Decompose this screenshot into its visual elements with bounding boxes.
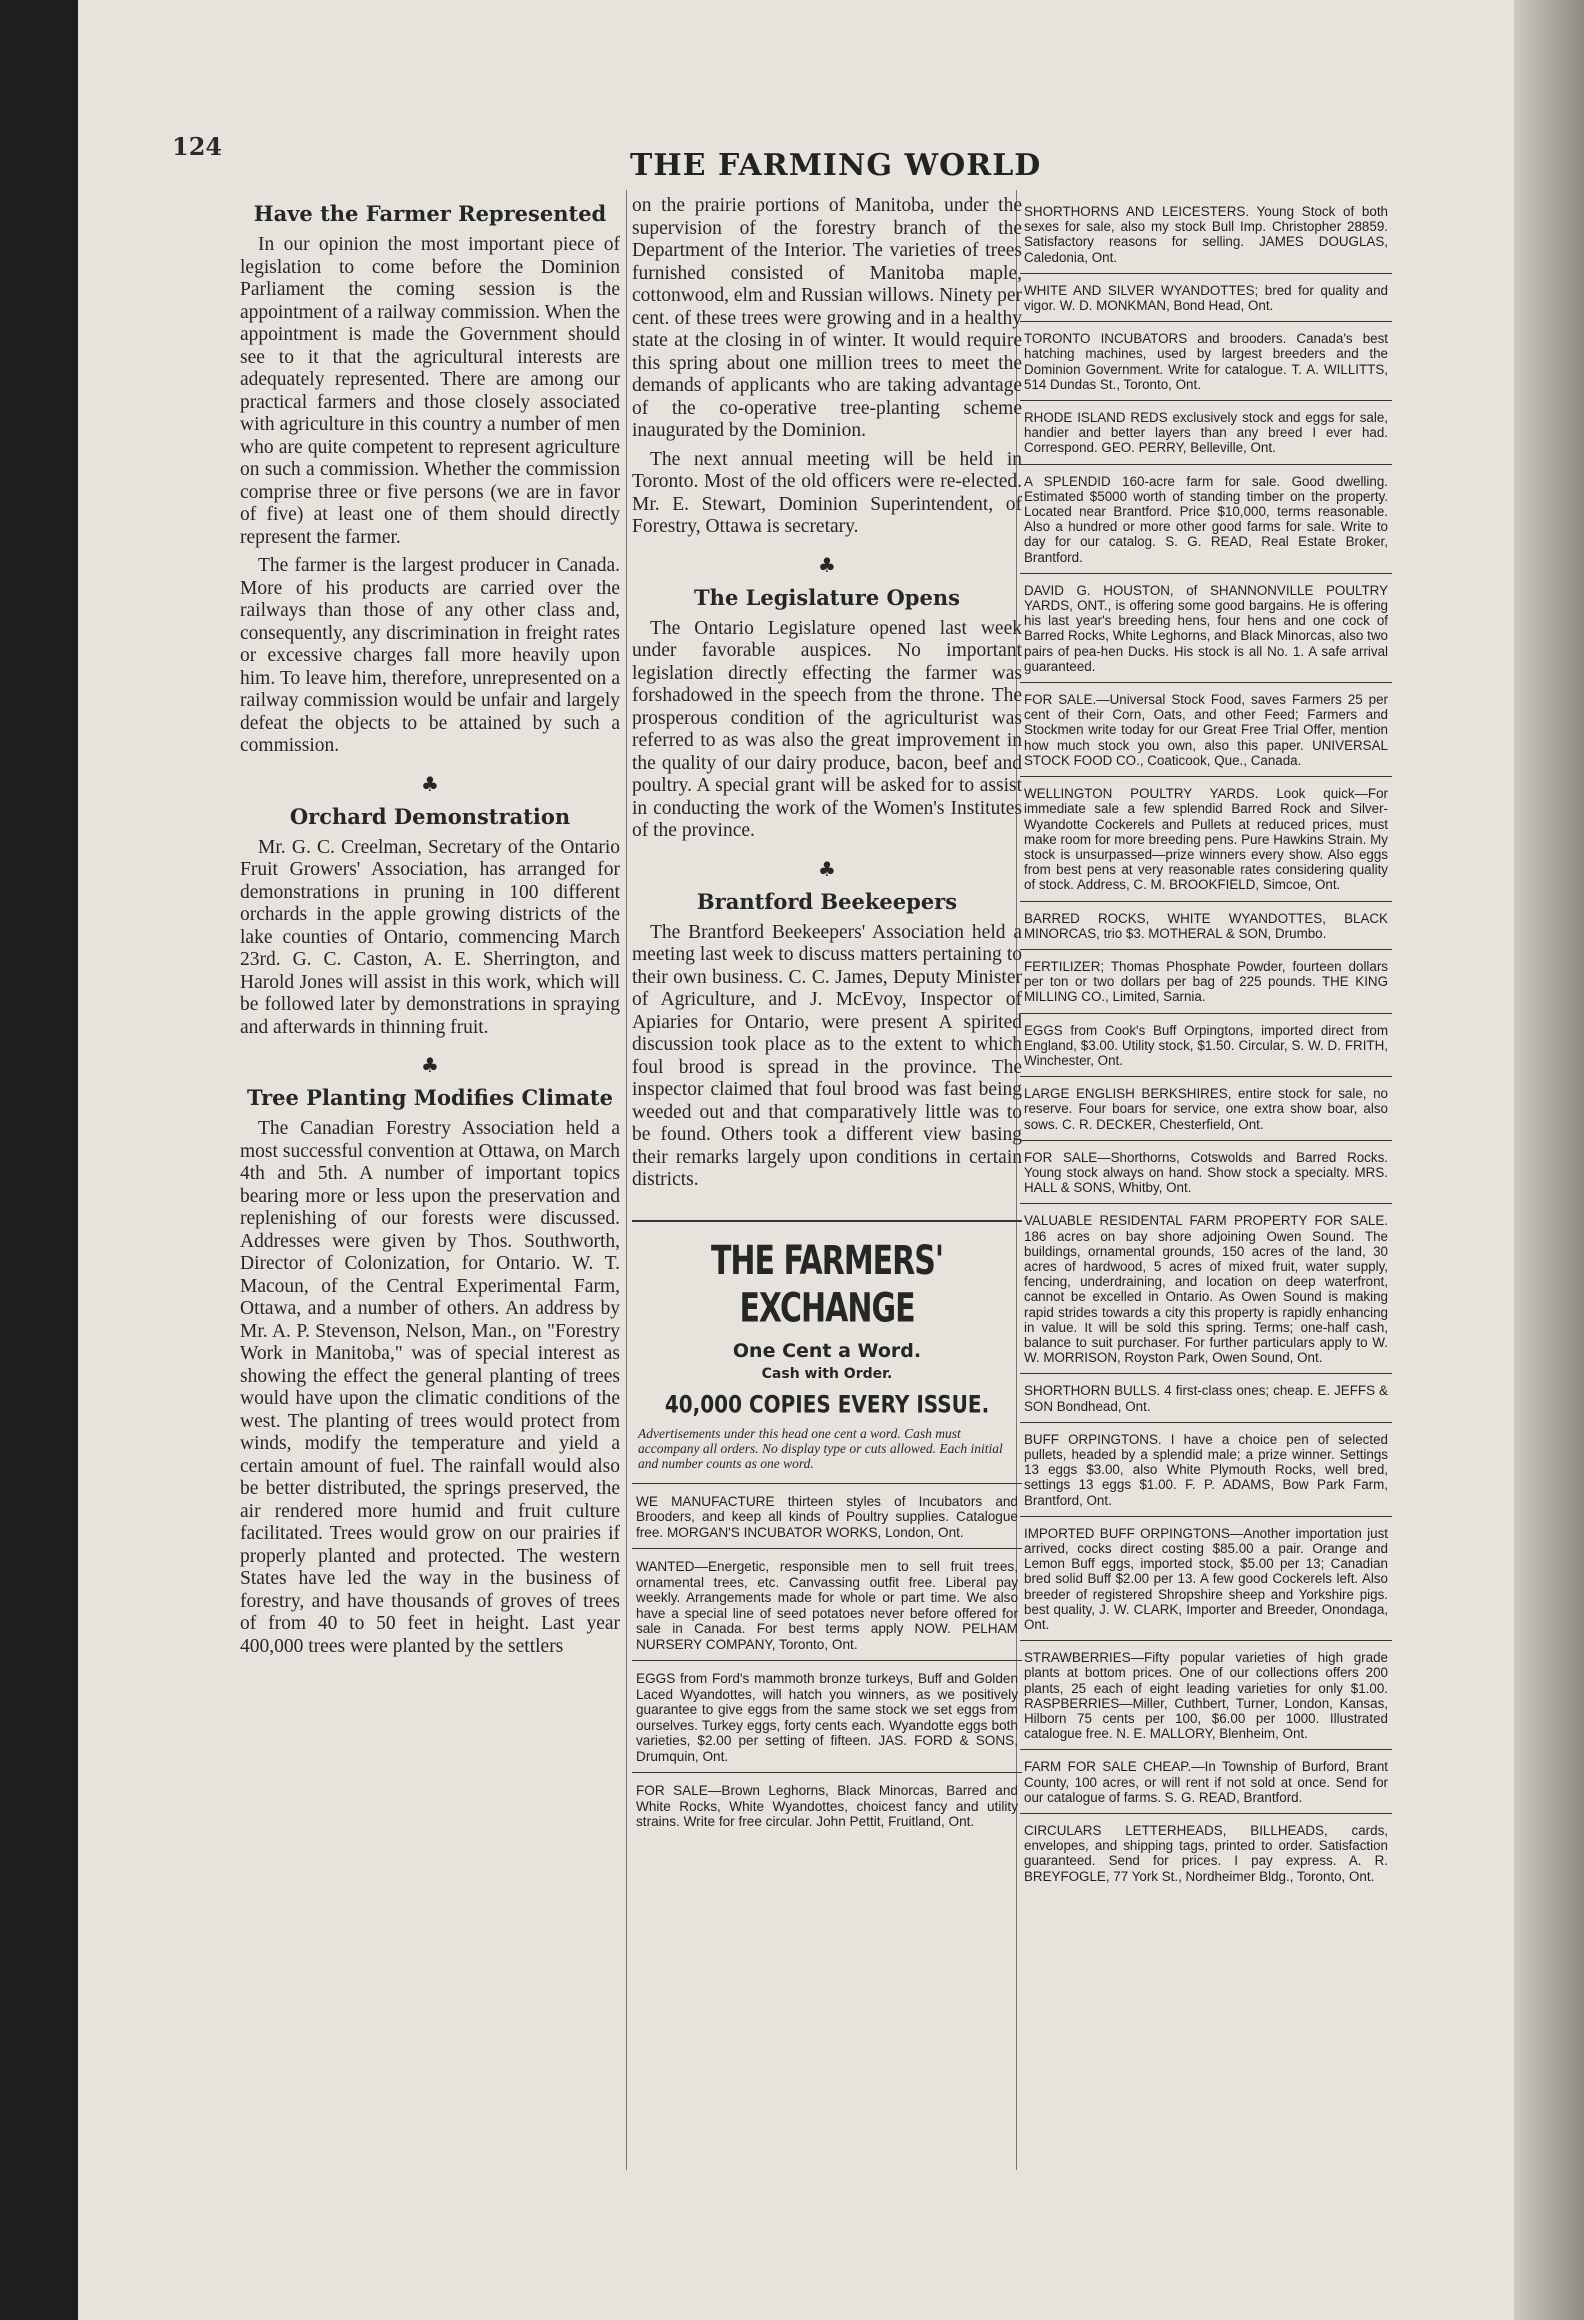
classified-ad: FOR SALE.—Universal Stock Food, saves Farmers 25 per cent of their Corn, Oats, and other Feed; Farmers and Stockmen write today for our Great Free Trial Offer, mention how much stock you own, also this paper. UNIVERSAL STOCK FOOD CO., Coaticook, Que., Canada. xyxy=(1020,682,1392,776)
classified-ad: CIRCULARS LETTERHEADS, BILLHEADS, cards, envelopes, and shipping tags, printed to order. Satisfaction guaranteed. Send for prices. I pay express. A. R. BREYFOGLE, 77 York St., Nordheimer Bldg., Toronto, Ont. xyxy=(1020,1813,1392,1892)
article-paragraph: In our opinion the most important piece of legislation to come before the Dominion Parliament the coming session is the appointment of a railway commission. When the appointment is made the Government should see to it that the agricultural interests are adequately represented. There are among our practical farmers and those closely associated with agriculture in this country a number of men who are quite competent to represent agriculture on such a commission. Whether the commission comprise three or five persons (we are in favor of five) at least one of them should directly represent the farmer. xyxy=(240,234,620,548)
exchange-copies: 40,000 COPIES EVERY ISSUE. xyxy=(664,1389,990,1418)
page-number: 124 xyxy=(172,132,223,161)
article-paragraph: The Ontario Legislature opened last week under favorable auspices. No important legislation directly effecting the farmer was forshadowed in the speech from the throne. The prosperous condition of the agriculturist was referred to as was also the great improvement in the quality of our dairy produce, bacon, beef and poultry. A special grant will be asked for to assist in conducting the work of the Women's Institutes of the province. xyxy=(632,617,1022,841)
farmers-exchange-box xyxy=(632,1220,1022,1838)
exchange-cash: Cash with Order. xyxy=(761,1365,893,1382)
classified-ad: WE MANUFACTURE thirteen styles of Incubators and Brooders, and keep all kinds of Poultry supplies. Catalogue free. MORGAN'S INCUBATOR WORKS, London, Ont. xyxy=(632,1483,1022,1549)
exchange-title: THE FARMERS' EXCHANGE xyxy=(710,1237,944,1332)
article-heading: Brantford Beekeepers xyxy=(696,888,958,914)
article-paragraph: The farmer is the largest producer in Canada. More of his products are carried over the railways than those of any other class and, consequently, any discrimination in freight rates or excessive charges fall more heavily upon him. To leave him, therefore, unrepresented on a railway commission would be unfair and largely defeat the objects to be attained by such a commission. xyxy=(240,555,620,756)
ornament-icon: ♣ xyxy=(818,552,836,577)
article-paragraph: on the prairie portions of Manitoba, under the supervision of the forestry branch of the Department of the Interior. The varieties of trees furnished consisted of Manitoba maple, cottonwood, elm and Russian willows. Ninety per cent. of these trees were growing and in a healthy state at the closing in of winter. It would require this spring about one million trees to meet the demands of applicants who are taking advantage of the co-operative tree-planting scheme inaugurated by the Dominion. xyxy=(632,195,1022,441)
classified-ad: RHODE ISLAND REDS exclusively stock and eggs for sale, handier and better layers than any breed I ever had. Correspond. GEO. PERRY, Belleville, Ont. xyxy=(1020,400,1392,464)
column-2 xyxy=(632,195,1022,1838)
classified-ad: FOR SALE—Brown Leghorns, Black Minorcas, Barred and White Rocks, White Wyandottes, choicest fancy and utility strains. Write for free circular. John Pettit, Fruitland, Ont. xyxy=(632,1772,1022,1838)
classified-ad: WELLINGTON POULTRY YARDS. Look quick—For immediate sale a few splendid Barred Rock and Silver-Wyandotte Cockerels and Pullets at reduced prices, must make room for more breeding pens. Pure Hawkins Strain. My stock is unsurpassed—prize winners every show. Also eggs from best pens at very reasonable rates considering quality of stock. Address, C. M. BROOKFIELD, Simcoe, Ont. xyxy=(1020,776,1392,900)
ornament-icon: ♣ xyxy=(818,856,836,881)
classified-ad: FERTILIZER; Thomas Phosphate Powder, fourteen dollars per ton or two dollars per bag of 225 pounds. THE KING MILLING CO., Limited, Sarnia. xyxy=(1020,949,1392,1013)
ornament-icon: ♣ xyxy=(421,1053,439,1077)
classified-ad: SHORTHORN BULLS. 4 first-class ones; cheap. E. JEFFS & SON Bondhead, Ont. xyxy=(1020,1373,1392,1421)
article-heading: Tree Planting Modifies Climate xyxy=(246,1085,613,1110)
classified-ad: BUFF ORPINGTONS. I have a choice pen of selected pullets, headed by a splendid male; a prize winner. Settings 13 eggs $3.00, also White Plymouth Rocks, well bred, settings 13 eggs $1.00. F. P. ADAMS, Bow Park Farm, Brantford, Ont. xyxy=(1020,1422,1392,1516)
classified-ad: LARGE ENGLISH BERKSHIRES, entire stock for sale, no reserve. Four boars for service, one extra show boar, also sows. C. R. DECKER, Chesterfield, Ont. xyxy=(1020,1076,1392,1140)
classified-ad: VALUABLE RESIDENTAL FARM PROPERTY FOR SALE. 186 acres on bay shore adjoining Owen Sound. The buildings, ornamental grounds, 150 acres of the land, 30 acres of hardwood, 5 acres of mixed fruit, water supply, fencing, underdraining, and location on deep waterfront, cannot be excelled in Ontario. As Owen Sound is making rapid strides towards a city this property is rapidly enhancing in value. It will be sold this spring. Terms; one-half cash, balance to suit purchaser. For further particulars apply to W. W. MORRISON, Royston Park, Owen Sound, Ont. xyxy=(1020,1203,1392,1373)
classified-ad: WANTED—Energetic, responsible men to sell fruit trees, ornamental trees, etc. Canvassing outfit free. Liberal pay weekly. Arrangements made for whole or part time. We also have a special line of seed potatoes never before offered for sale in Canada. For best terms apply NOW. PELHAM NURSERY COMPANY, Toronto, Ont. xyxy=(632,1548,1022,1660)
column-1 xyxy=(240,195,620,1664)
column-3-classifieds xyxy=(1020,195,1392,1892)
classified-ad: WHITE AND SILVER WYANDOTTES; bred for quality and vigor. W. D. MONKMAN, Bond Head, Ont. xyxy=(1020,273,1392,321)
classified-ad: A SPLENDID 160-acre farm for sale. Good dwelling. Estimated $5000 worth of standing timber on the property. Located near Brantford. Price $10,000, terms reasonable. Also a hundred or more other good farms for sale. Write to day for our catalog. S. G. READ, Real Estate Broker, Brantford. xyxy=(1020,464,1392,573)
exchange-rate: One Cent a Word. xyxy=(732,1339,922,1362)
classified-ad: EGGS from Ford's mammoth bronze turkeys, Buff and Golden Laced Wyandottes, will hatch you winners, as we positively guarantee to give eggs from the same stock we set eggs from ourselves. Turkey eggs, forty cents each. Wyandotte eggs both varieties, $2.00 per setting of fifteen. JAS. FORD & SONS, Drumquin, Ont. xyxy=(632,1660,1022,1772)
scanner-edge-right xyxy=(1514,0,1584,2320)
classified-ad: BARRED ROCKS, WHITE WYANDOTTES, BLACK MINORCAS, trio $3. MOTHERAL & SON, Drumbo. xyxy=(1020,901,1392,949)
article-heading: Orchard Demonstration xyxy=(289,803,571,829)
exchange-note: Advertisements under this head one cent a word. Cash must accompany all orders. No display type or cuts allowed. Each initial and number counts as one word. xyxy=(638,1425,1003,1471)
classified-ad: TORONTO INCUBATORS and brooders. Canada's best hatching machines, used by largest breeders and the Dominion Government. Write for catalogue. T. A. WILLITTS, 514 Dundas St., Toronto, Ont. xyxy=(1020,321,1392,400)
classified-ad: SHORTHORNS AND LEICESTERS. Young Stock of both sexes for sale, also my stock Bull Imp. Christopher 28859. Satisfactory reasons for selling. JAMES DOUGLAS, Caledonia, Ont. xyxy=(1024,204,1388,265)
column-rule xyxy=(626,190,627,2170)
article-paragraph: Mr. G. C. Creelman, Secretary of the Ontario Fruit Growers' Association, has arranged for demonstrations in pruning in 100 different orchards in the apple growing districts of the lake counties of Ontario, commencing March 23rd. G. C. Caston, A. E. Sherrington, and Harold Jones will assist in this work, which will be followed later by demonstrations in spraying and afterwards in thinning fruit. xyxy=(240,836,620,1038)
scanner-edge-left xyxy=(0,0,78,2320)
classified-ad: EGGS from Cook's Buff Orpingtons, imported direct from England, $3.00. Utility stock, $1.50. Circular, S. W. D. FRITH, Winchester, Ont. xyxy=(1020,1013,1392,1077)
classified-ad: FARM FOR SALE CHEAP.—In Township of Burford, Brant County, 100 acres, or will rent if not sold at once. Send for our catalogue of farms. S. G. READ, Brantford. xyxy=(1020,1749,1392,1813)
article-heading: Have the Farmer Represented xyxy=(253,201,607,226)
ornament-icon: ♣ xyxy=(421,771,439,796)
article-paragraph: The Brantford Beekeepers' Association held a meeting last week to discuss matters pertaining to their own business. C. C. James, Deputy Minister of Agriculture, and J. McEvoy, Inspector of Apiaries for Ontario, were present A spirited discussion took place as to the extent to which foul brood is spread in the province. The inspector claimed that foul brood was fast being weeded out and that comparatively little was to be found. Others took a different view basing their remarks largely upon conditions in certain districts. xyxy=(632,921,1022,1190)
classified-ad: STRAWBERRIES—Fifty popular varieties of high grade plants at bottom prices. One of our collections offers 200 plants, 25 each of eight leading varieties for only $1.00. RASPBERRIES—Miller, Cuthbert, Turner, London, Kansas, Hilborn 75 cents per 100, $6.00 per 1000. Illustrated catalogue free. N. E. MALLORY, Blenheim, Ont. xyxy=(1020,1640,1392,1749)
article-paragraph: The next annual meeting will be held in Toronto. Most of the old officers were re-elected. Mr. E. Stewart, Dominion Superintendent, of Forestry, Ottawa is secretary. xyxy=(632,448,1022,537)
running-title: THE FARMING WORLD xyxy=(630,148,1042,183)
classified-ad: IMPORTED BUFF ORPINGTONS—Another importation just arrived, cocks direct costing $85.00 a pair. Orange and Lemon Buff eggs, imported stock, $5.00 per 13; Canadian bred solid Buff $2.00 per 13. A few good Cockerels left. Also breeder of registered Shropshire sheep and Yorkshire pigs. best quality, J. W. CLARK, Importer and Breeder, Onondaga, Ont. xyxy=(1020,1516,1392,1640)
article-paragraph: The Canadian Forestry Association held a most successful convention at Ottawa, on March 4th and 5th. A number of important topics bearing more or less upon the preservation and replenishing of our forests were discussed. Addresses were given by Thos. Southworth, Director of Colonization, for Ontario. W. T. Macoun, of the Central Experimental Farm, Ottawa, and a number of others. An address by Mr. A. P. Stevenson, Nelson, Man., on "Forestry Work in Manitoba," was of special interest as showing the effect the general planting of trees would have upon the climatic conditions of the west. The planting of trees would protect from winds, modify the temperature and yield a certain amount of fuel. The rainfall would also be better distributed, the springs preserved, the air rendered more humid and fruit culture facilitated. Trees would grow on our prairies if properly planted and protected. The western States have led the way in the business of forestry, and have thousands of groves of trees of from 40 to 50 feet in height. Last year 400,000 trees were planted by the settlers xyxy=(240,1118,620,1657)
classified-ad: DAVID G. HOUSTON, of SHANNONVILLE POULTRY YARDS, ONT., is offering some good bargains. He is offering his last year's breeding hens, four hens and one cock of Barred Rocks, White Leghorns, and Black Minorcas, also two pairs of pea-hen Ducks. His stock is all No. 1. A safe arrival guaranteed. xyxy=(1020,573,1392,682)
classified-ad: FOR SALE—Shorthorns, Cotswolds and Barred Rocks. Young stock always on hand. Show stock a specialty. MRS. HALL & SONS, Whitby, Ont. xyxy=(1020,1140,1392,1204)
article-heading: The Legislature Opens xyxy=(694,584,960,610)
